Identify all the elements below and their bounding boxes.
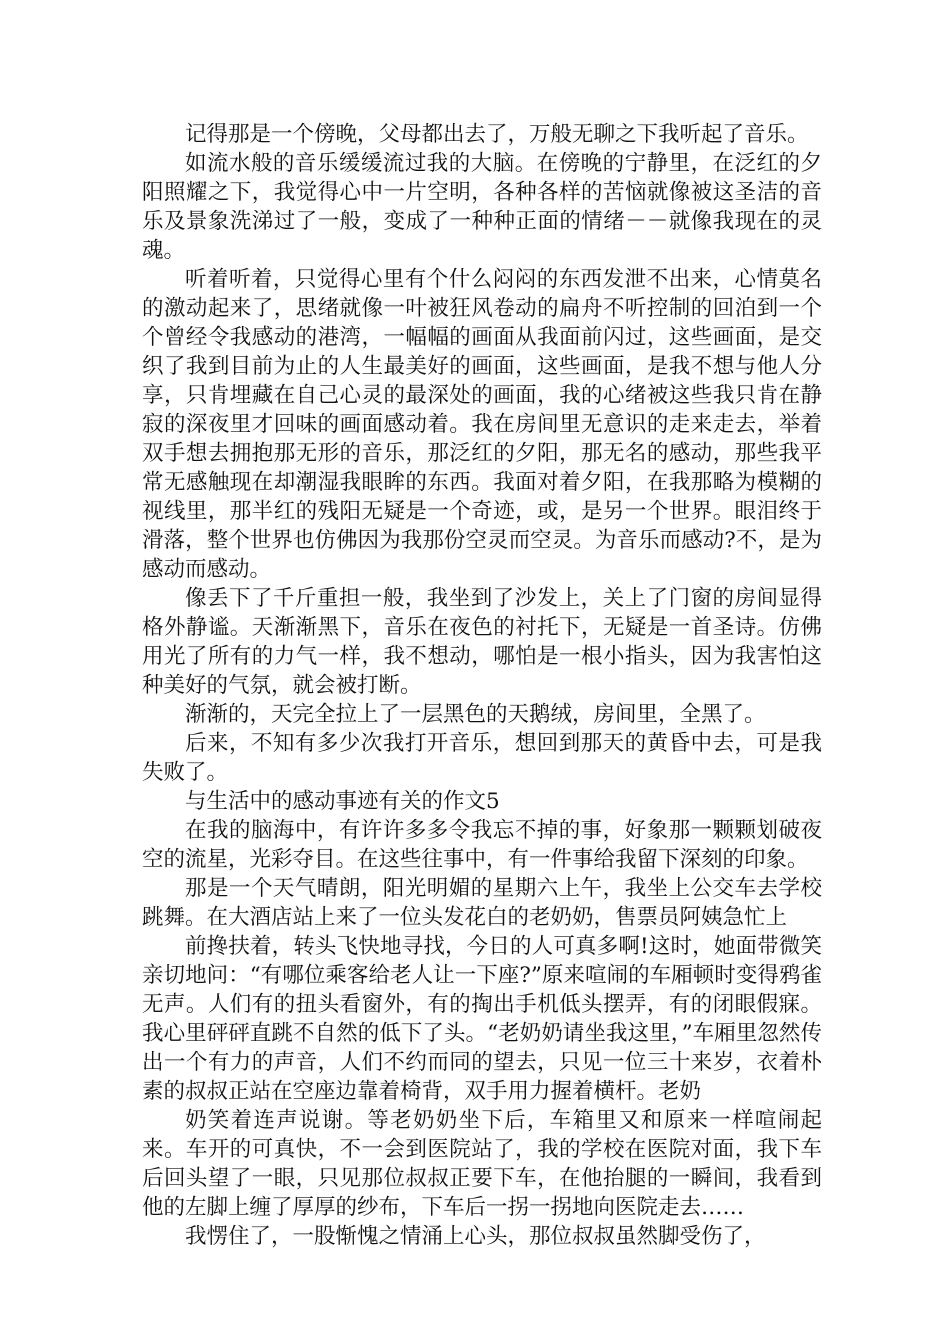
paragraph-6: 后来，不知有多少次我打开音乐，想回到那天的黄昏中去，可是我失败了。 [142,731,822,785]
paragraph-11: 我愣住了，一股惭愧之情涌上心头，那位叔叔虽然脚受伤了， [185,1224,766,1249]
paragraph-4: 像丢下了千斤重担一般，我坐到了沙发上，关上了门窗的房间显得格外静谧。天渐渐黑下，音乐在夜色的衬托下，无疑是一首圣诗。仿佛用光了所有的力气一样，我不想动，哪怕是一根小指头，因为我害怕这种美好的气氛，就会被打断。 [142,586,822,698]
paragraph-9: 前搀扶着，转头飞快地寻找，今日的人可真多啊!这时，她面带微笑亲切地问：“有哪位乘客给老人让一下座?”原来喧闹的车厢顿时变得鸦雀无声。人们有的扭头看窗外，有的掏出手机低头摆弄，有的闭眼假寐。我心里砰砰直跳不自然的低下了头。“老奶奶请坐我这里，”车厢里忽然传出一个有力的声音，人们不约而同的望去，只见一位三十来岁，衣着朴素的叔叔正站在空座边靠着椅背，双手用力握着横杆。老奶 [142,934,822,1104]
document-page [142,120,822,1251]
paragraph-7: 在我的脑海中，有许许多多令我忘不掉的事，好象那一颗颗划破夜空的流星，光彩夺目。在这些往事中，有一件事给我留下深刻的印象。 [142,818,822,872]
paragraph-5: 渐渐的，天完全拉上了一层黑色的天鹅绒，房间里，全黑了。 [185,702,766,727]
paragraph-10: 奶笑着连声说谢。等老奶奶坐下后，车箱里又和原来一样喧闹起来。车开的可真快，不一会到医院站了，我的学校在医院对面，我下车后回头望了一眼，只见那位叔叔正要下车，在他抬腿的一瞬间，我看到他的左脚上缠了厚厚的纱布，下车后一拐一拐地向医院走去…… [142,1108,822,1220]
paragraph-2: 如流水般的音乐缓缓流过我的大脑。在傍晚的宁静里，在泛红的夕阳照耀之下，我觉得心中一片空明，各种各样的苦恼就像被这圣洁的音乐及景象洗涕过了一般，变成了一种种正面的情绪－－就像我现在的灵魂。 [142,151,822,263]
paragraph-1: 记得那是一个傍晚，父母都出去了，万般无聊之下我听起了音乐。 [185,122,809,147]
paragraph-3: 听着听着，只觉得心里有个什么闷闷的东西发泄不出来，心情莫名的激动起来了，思绪就像一叶被狂风卷动的扁舟不听控制的回泊到一个个曾经令我感动的港湾，一幅幅的画面从我面前闪过，这些画面，是交织了我到目前为止的人生最美好的画面，这些画面，是我不想与他人分享，只肯埋藏在自己心灵的最深处的画面，我的心绪被这些我只肯在静寂的深夜里才回味的画面感动着。我在房间里无意识的走来走去，举着双手想去拥抱那无形的音乐，那泛红的夕阳，那无名的感动，那些我平常无感触现在却潮湿我眼眸的东西。我面对着夕阳，在我那略为模糊的视线里，那半红的残阳无疑是一个奇迹，或，是另一个世界。眼泪终于滑落，整个世界也仿佛因为我那份空灵而空灵。为音乐而感动?不，是为感动而感动。 [142,267,822,582]
paragraph-8: 那是一个天气晴朗，阳光明媚的星期六上午，我坐上公交车去学校跳舞。在大酒店站上来了一位头发花白的老奶奶，售票员阿姨急忙上 [142,876,822,930]
essay-heading: 与生活中的感动事迹有关的作文5 [185,789,500,814]
